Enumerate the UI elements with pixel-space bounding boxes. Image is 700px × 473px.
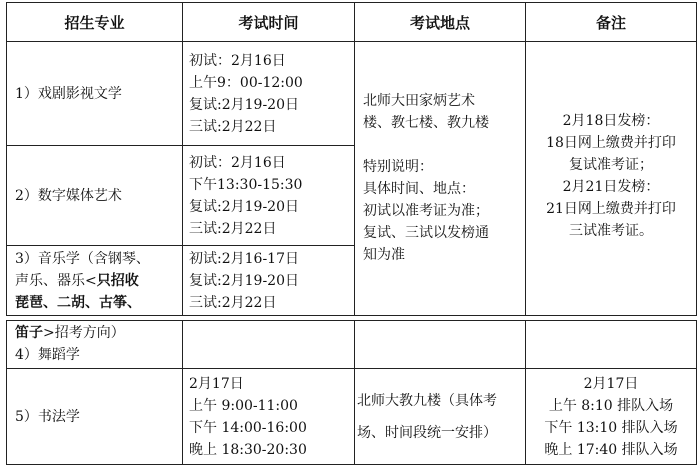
time-line: 2月17日 (189, 375, 244, 392)
time-line: 复试:2月19-20日 (189, 272, 299, 289)
remark-line: 21日网上缴费并打印 (546, 201, 676, 217)
time-line: 下午13:30-15:30 (189, 176, 303, 193)
location-line: 北师大田家炳艺术 (363, 93, 475, 109)
location-line: 场、时间段统一安排） (357, 424, 497, 441)
major-line-text: >招考方向） (43, 325, 125, 341)
table-row (7, 42, 697, 146)
time-line: 复试:2月19-20日 (189, 198, 299, 215)
special-note-line: 特别说明： (363, 159, 433, 175)
header-time: 考试时间 (183, 3, 355, 42)
table-row (7, 369, 697, 465)
special-note-line: 知为准 (363, 247, 405, 263)
header-major: 招生专业 (7, 3, 183, 42)
special-note-line: 初试以准考证为准； (363, 203, 489, 219)
exam-schedule-table-2 (6, 320, 697, 465)
major-line-bold: 笛子 (15, 325, 43, 341)
special-note-line: 复试、三试以发榜通 (363, 225, 489, 241)
location-line: 楼、教七楼、教九楼 (363, 115, 489, 131)
special-note-line: 具体时间、地点： (363, 181, 475, 197)
time-cell (183, 369, 355, 465)
exam-schedule-table-1 (6, 2, 697, 316)
time-line: 三试:2月22日 (189, 294, 277, 311)
header-remark: 备注 (526, 3, 697, 42)
time-line: 初试：2月16日 (189, 52, 286, 69)
time-line: 三试:2月22日 (189, 220, 277, 237)
remark-line: 18日网上缴费并打印 (546, 135, 676, 151)
table-row (7, 321, 697, 369)
time-cell (183, 146, 355, 246)
major-cell (7, 246, 183, 316)
location-line: 北师大教九楼（具体考 (357, 392, 497, 409)
major-cell (7, 321, 183, 369)
remark-cell-empty (526, 321, 697, 369)
time-line: 晚上 18:30-20:30 (189, 441, 307, 458)
remark-cell (526, 369, 697, 465)
time-line: 初试:2月16-17日 (189, 250, 299, 267)
remark-cell (526, 42, 697, 316)
time-line: 下午 14:00-16:00 (189, 419, 307, 436)
location-cell (355, 369, 526, 465)
time-line: 三试:2月22日 (189, 118, 277, 135)
time-line: 上午9：00-12:00 (189, 74, 303, 91)
major-line (15, 270, 182, 292)
major-line: 3）音乐学（含钢琴、 (15, 251, 150, 267)
major-cell: 1）戏剧影视文学 (7, 42, 183, 146)
remark-line: 2月17日 (583, 375, 639, 392)
header-location: 考试地点 (355, 3, 526, 42)
major-line-bold: 只招收 (96, 273, 139, 289)
table-header-row (7, 3, 697, 42)
location-cell-empty (355, 321, 526, 369)
major-line-text: 声乐、器乐< (15, 273, 97, 289)
remark-line: 上午 8:10 排队入场 (548, 397, 674, 414)
remark-line: 三试准考证。 (569, 223, 653, 239)
major-line-bold: 琵琶、二胡、古筝、 (15, 295, 141, 311)
remark-line: 下午 13:10 排队入场 (544, 419, 678, 436)
major-cell: 5）书法学 (7, 369, 183, 465)
time-cell (183, 42, 355, 146)
remark-line: 复试准考证； (569, 157, 653, 173)
remark-line: 2月21日发榜： (562, 179, 660, 195)
major-line: 4）舞蹈学 (15, 347, 80, 363)
time-cell-empty (183, 321, 355, 369)
major-cell: 2）数字媒体艺术 (7, 146, 183, 246)
remark-line: 晚上 17:40 排队入场 (544, 441, 678, 458)
remark-line: 2月18日发榜： (562, 113, 660, 129)
time-line: 初试：2月16日 (189, 154, 286, 171)
location-cell (355, 42, 526, 316)
time-line: 复试:2月19-20日 (189, 96, 299, 113)
time-line: 上午 9:00-11:00 (189, 397, 298, 414)
major-line (15, 322, 182, 344)
time-cell (183, 246, 355, 316)
